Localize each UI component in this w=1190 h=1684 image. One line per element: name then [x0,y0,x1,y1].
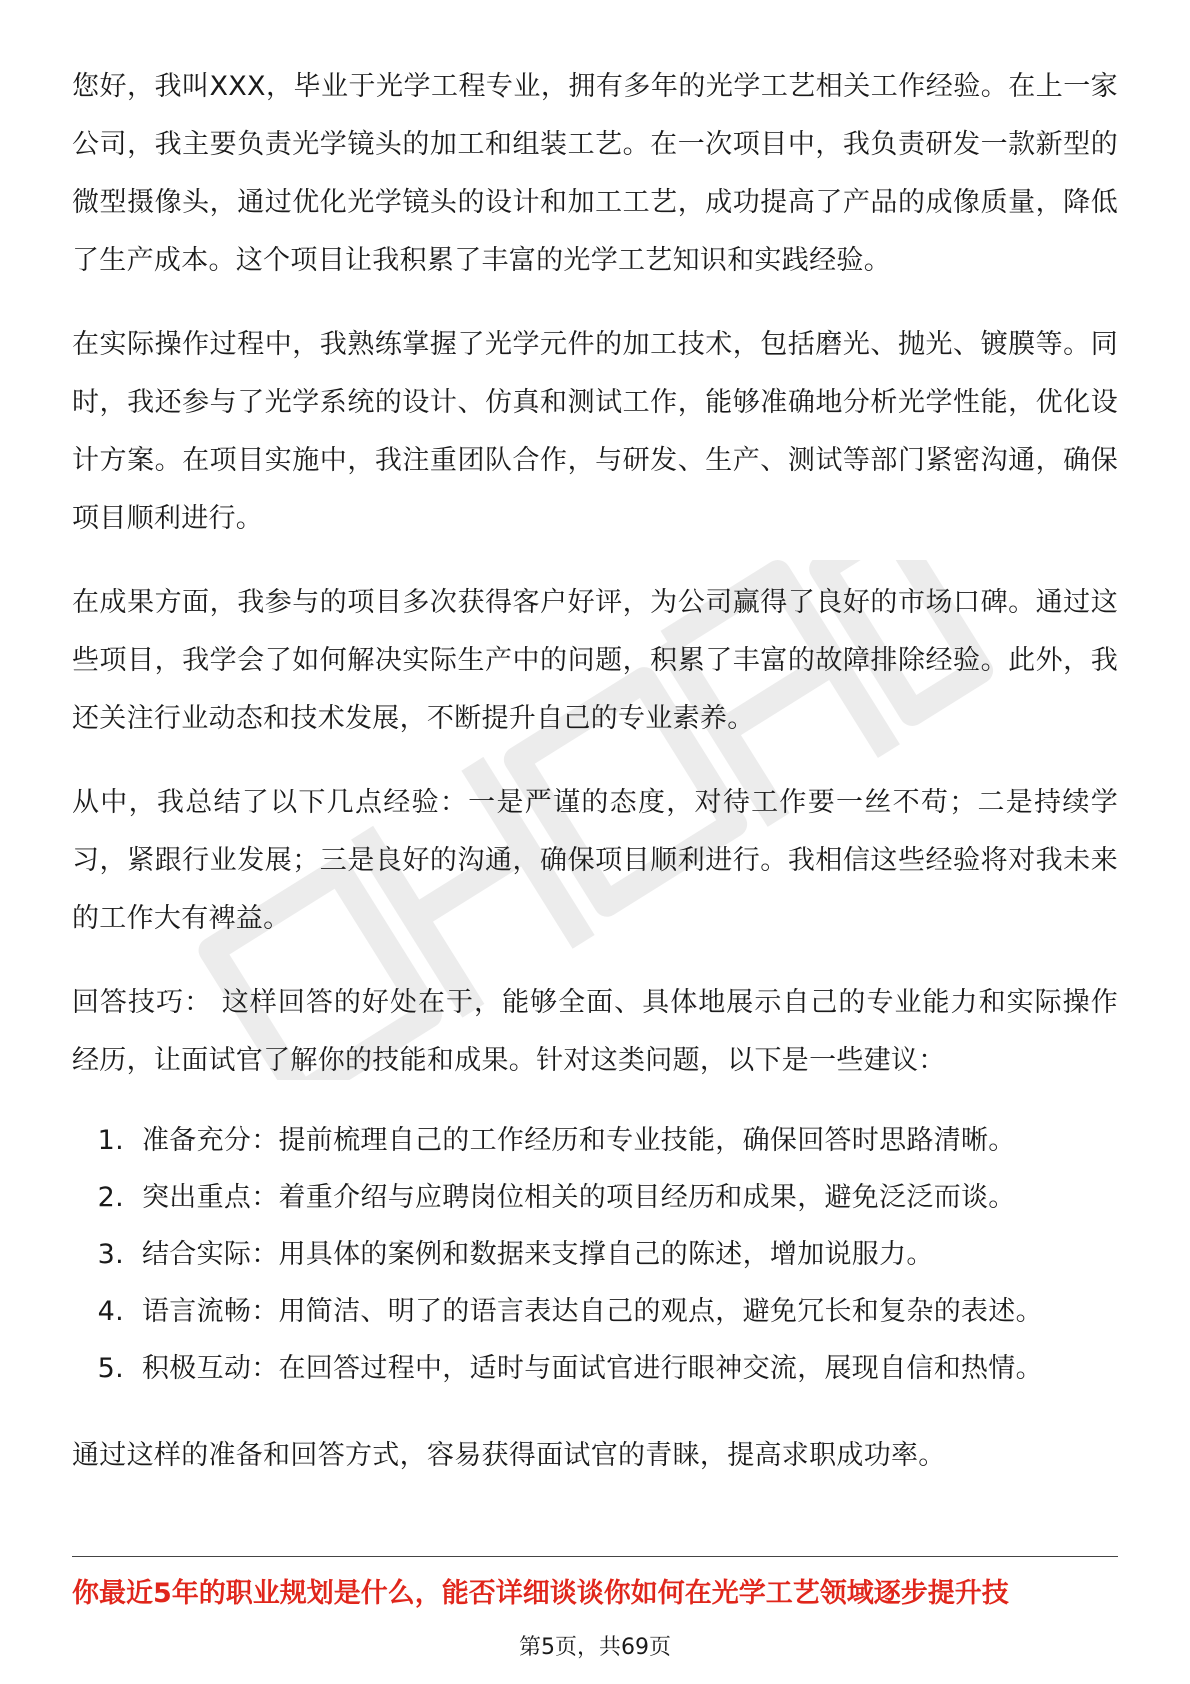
list-item-number: 1. [97,1125,124,1156]
list-item-number: 5. [97,1353,124,1384]
list-item [72,1283,1118,1340]
paragraph-answer-tips: 回答技巧： 这样回答的好处在于，能够全面、具体地展示自己的专业能力和实际操作经历，让面试官了解你的技能和成果。针对这类问题，以下是一些建议： [72,987,1118,1076]
tips-list [72,1112,1118,1397]
paragraph-intro: 您好，我叫XXX，毕业于光学工程专业，拥有多年的光学工艺相关工作经验。在上一家公司，我主要负责光学镜头的加工和组装工艺。在一次项目中，我负责研发一款新型的微型摄像头，通过优化光学镜头的设计和加工工艺，成功提高了产品的成像质量，降低了生产成本。这个项目让我积累了丰富的光学工艺知识和实践经验。 [72,71,1118,276]
page-number-footer: 第5页，共69页 [519,1635,671,1660]
paragraph-achievements: 在成果方面，我参与的项目多次获得客户好评，为公司赢得了良好的市场口碑。通过这些项目，我学会了如何解决实际生产中的问题，积累了丰富的故障排除经验。此外，我还关注行业动态和技术发展，不断提升自己的专业素养。 [72,587,1118,734]
list-item-text: 准备充分：提前梳理自己的工作经历和专业技能，确保回答时思路清晰。 [142,1125,1016,1156]
next-question-heading: 你最近5年的职业规划是什么，能否详细谈谈你如何在光学工艺领域逐步提升技 [72,1578,1009,1609]
document-body [72,58,1118,1511]
list-item-number: 2. [97,1182,124,1213]
list-item [72,1226,1118,1283]
list-item-number: 3. [97,1239,124,1270]
list-item-text: 结合实际：用具体的案例和数据来支撑自己的陈述，增加说服力。 [142,1239,934,1270]
paragraph-closing: 通过这样的准备和回答方式，容易获得面试官的青睐，提高求职成功率。 [72,1440,946,1471]
list-item [72,1112,1118,1169]
section-divider [72,1556,1118,1557]
list-item [72,1340,1118,1397]
paragraph-lessons: 从中，我总结了以下几点经验：一是严谨的态度，对待工作要一丝不苟；二是持续学习，紧跟行业发展；三是良好的沟通，确保项目顺利进行。我相信这些经验将对我未来的工作大有裨益。 [72,787,1118,934]
list-item-text: 突出重点：着重介绍与应聘岗位相关的项目经历和成果，避免泛泛而谈。 [142,1182,1016,1213]
list-item-text: 语言流畅：用简洁、明了的语言表达自己的观点，避免冗长和复杂的表述。 [142,1296,1043,1327]
list-item [72,1169,1118,1226]
list-item-text: 积极互动：在回答过程中，适时与面试官进行眼神交流，展现自信和热情。 [142,1353,1043,1384]
list-item-number: 4. [97,1296,124,1327]
paragraph-operations: 在实际操作过程中，我熟练掌握了光学元件的加工技术，包括磨光、抛光、镀膜等。同时，我还参与了光学系统的设计、仿真和测试工作，能够准确地分析光学性能，优化设计方案。在项目实施中，我注重团队合作，与研发、生产、测试等部门紧密沟通，确保项目顺利进行。 [72,329,1118,534]
